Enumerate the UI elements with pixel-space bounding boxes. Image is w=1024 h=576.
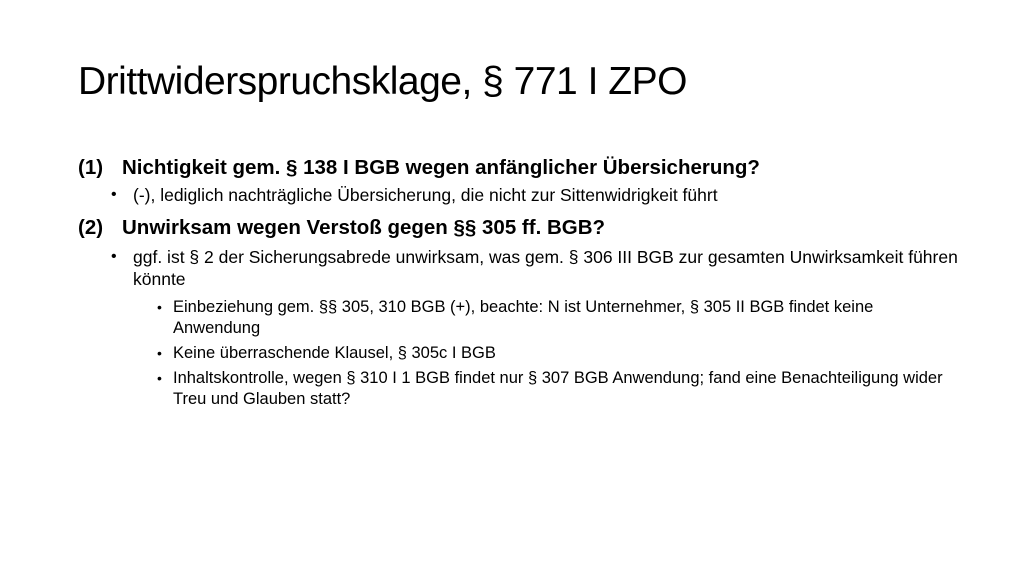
slide-body — [78, 155, 958, 410]
point-1-heading: Nichtigkeit gem. § 138 I BGB wegen anfänglicher Übersicherung? — [122, 156, 760, 179]
point-1-bullet-1 — [111, 184, 958, 206]
point-2-subbullet-2-text: Keine überraschende Klausel, § 305c I BGB — [173, 344, 496, 362]
point-1-bullet-1-text: (-), lediglich nachträgliche Übersicherung, die nicht zur Sittenwidrigkeit führt — [133, 185, 718, 205]
point-2-number: (2) — [78, 216, 104, 239]
point-2-subbullet-1 — [157, 297, 958, 339]
bullet-icon: • — [111, 186, 117, 203]
point-2-heading-row — [78, 215, 958, 241]
point-2-subbullet-3 — [157, 368, 958, 410]
point-2-subbullet-1-text: Einbeziehung gem. §§ 305, 310 BGB (+), beachte: N ist Unternehmer, § 305 II BGB findet keine Anwendung — [173, 298, 874, 337]
point-2 — [78, 215, 958, 410]
point-2-heading: Unwirksam wegen Verstoß gegen §§ 305 ff. BGB? — [122, 216, 606, 239]
slide-title: Drittwiderspruchsklage, § 771 I ZPO — [78, 60, 687, 103]
bullet-icon: • — [157, 370, 162, 386]
point-1-number: (1) — [78, 156, 104, 179]
bullet-icon: • — [111, 248, 117, 265]
point-2-subbullet-2 — [157, 343, 958, 364]
point-2-bullet-1-text: ggf. ist § 2 der Sicherungsabrede unwirksam, was gem. § 306 III BGB zur gesamten Unwirksamkeit führen könnte — [133, 247, 958, 289]
bullet-icon: • — [157, 345, 162, 361]
point-1 — [78, 155, 958, 206]
point-1-heading-row — [78, 155, 958, 181]
point-2-subbullet-3-text: Inhaltskontrolle, wegen § 310 I 1 BGB findet nur § 307 BGB Anwendung; fand eine Benachteiligung wider Treu und Glauben statt? — [173, 369, 943, 408]
point-2-bullet-1 — [111, 246, 958, 290]
bullet-icon: • — [157, 299, 162, 315]
